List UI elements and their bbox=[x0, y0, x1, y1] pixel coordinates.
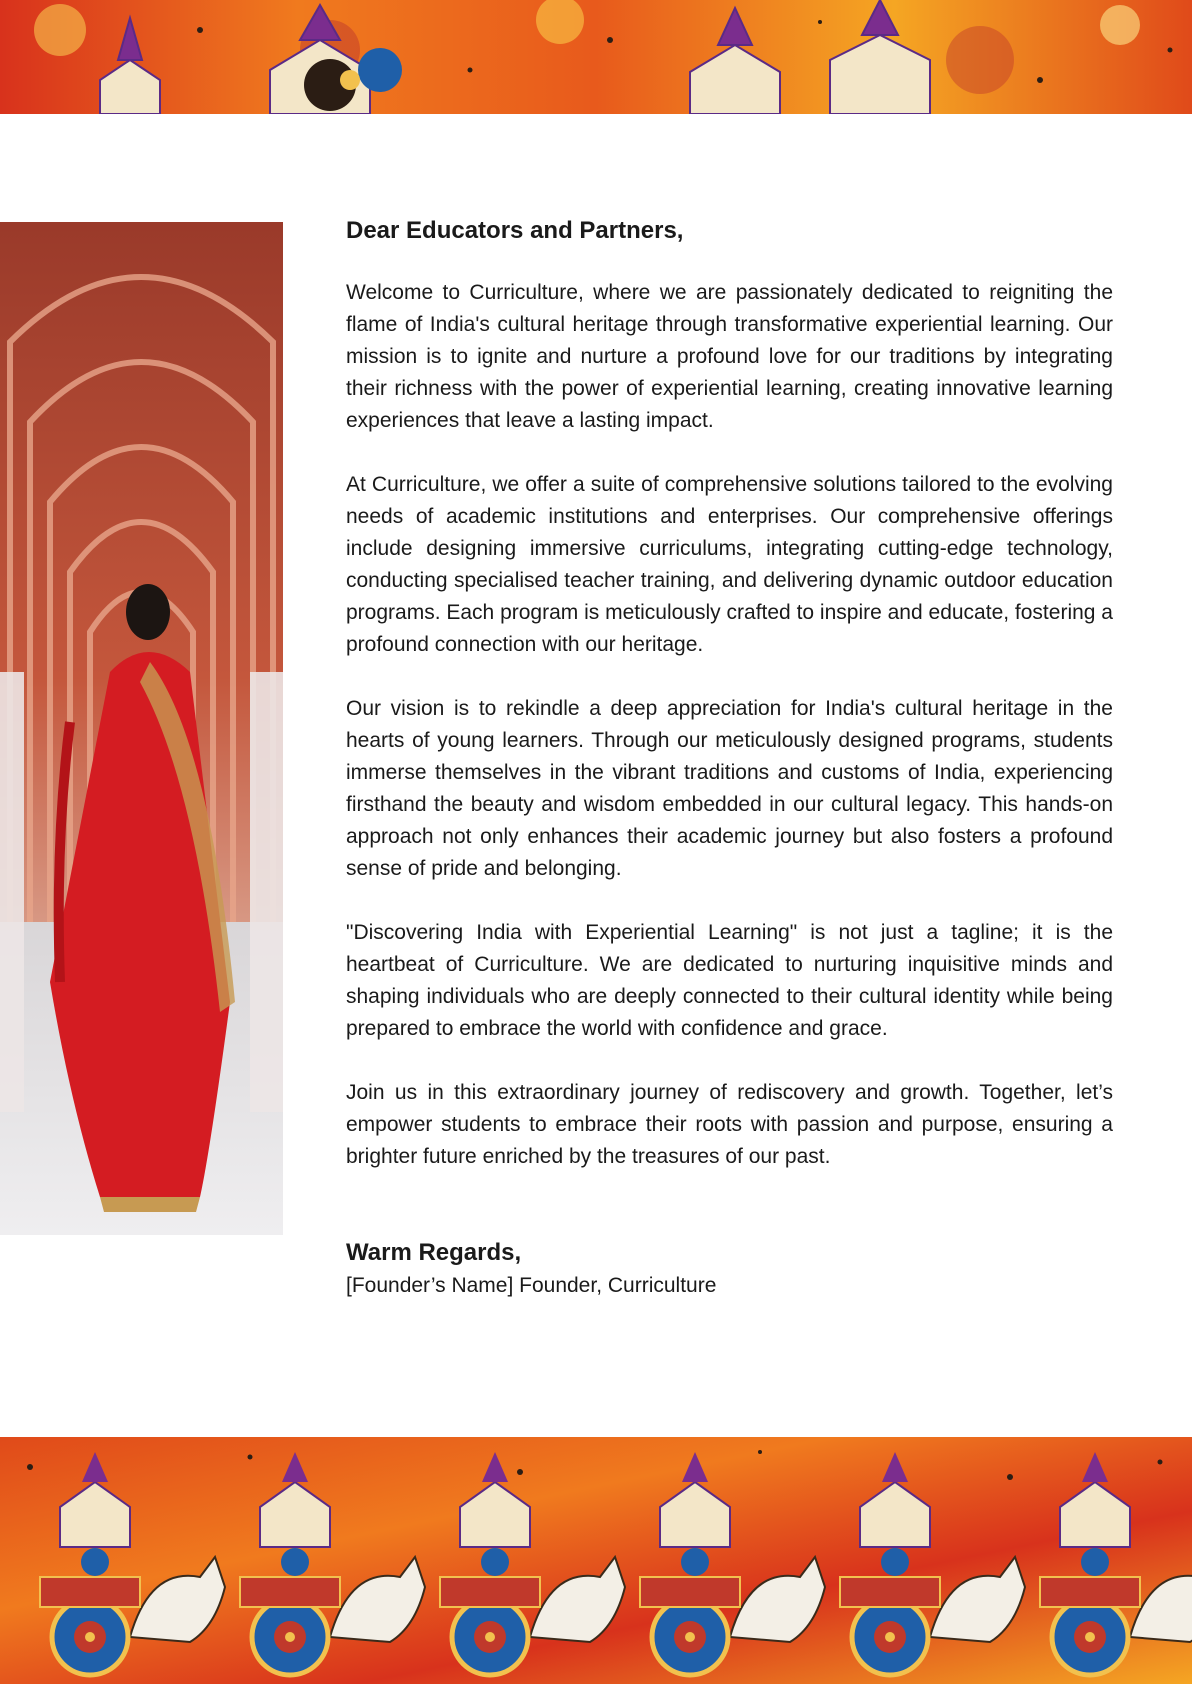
side-photo-woman-in-saree bbox=[0, 222, 283, 1235]
letter-salutation: Dear Educators and Partners, bbox=[346, 217, 684, 244]
letter-paragraph-invitation: Join us in this extraordinary journey of rediscovery and growth. Together, let’s empower students to embrace their roots with passion and purpose, ensuring a brighter future enriched by the treasures of our past. bbox=[346, 1081, 1113, 1168]
letter-paragraph-vision: Our vision is to rekindle a deep appreciation for India's cultural heritage in the hearts of young learners. Through our meticulously designed programs, students immerse themselves in the vibrant traditions and customs of India, experiencing firsthand the beauty and wisdom embedded in our cultural legacy. This hands-on approach not only enhances their academic journey but also fosters a profound sense of pride and belonging. bbox=[346, 697, 1113, 880]
letter-body bbox=[346, 215, 1113, 1301]
letter-closing: Warm Regards, bbox=[346, 1239, 522, 1266]
letter-signature: [Founder’s Name] Founder, Curriculture bbox=[346, 1274, 717, 1297]
letter-paragraph-offerings: At Curriculture, we offer a suite of comprehensive solutions tailored to the evolving needs of academic institutions and enterprises. Our comprehensive offerings include designing immersive curriculums, integrating cutting-edge technology, conducting specialised teacher training, and delivering dynamic outdoor education programs. Each program is meticulously crafted to inspire and educate, fostering a profound connection with our heritage. bbox=[346, 473, 1113, 656]
bottom-banner-illustration bbox=[0, 1437, 1192, 1684]
letter-paragraph-tagline: "Discovering India with Experiential Learning" is not just a tagline; it is the heartbeat of Curriculture. We are dedicated to nurturing inquisitive minds and shaping individuals who are deeply connected to their cultural identity while being prepared to embrace the world with confidence and grace. bbox=[346, 921, 1113, 1040]
letter-paragraph-welcome: Welcome to Curriculture, where we are passionately dedicated to reigniting the flame of India's cultural heritage through transformative experiential learning. Our mission is to ignite and nurture a profound love for our traditions by integrating their richness with the power of experiential learning, creating innovative learning experiences that leave a lasting impact. bbox=[346, 281, 1113, 432]
top-banner-illustration bbox=[0, 0, 1192, 114]
